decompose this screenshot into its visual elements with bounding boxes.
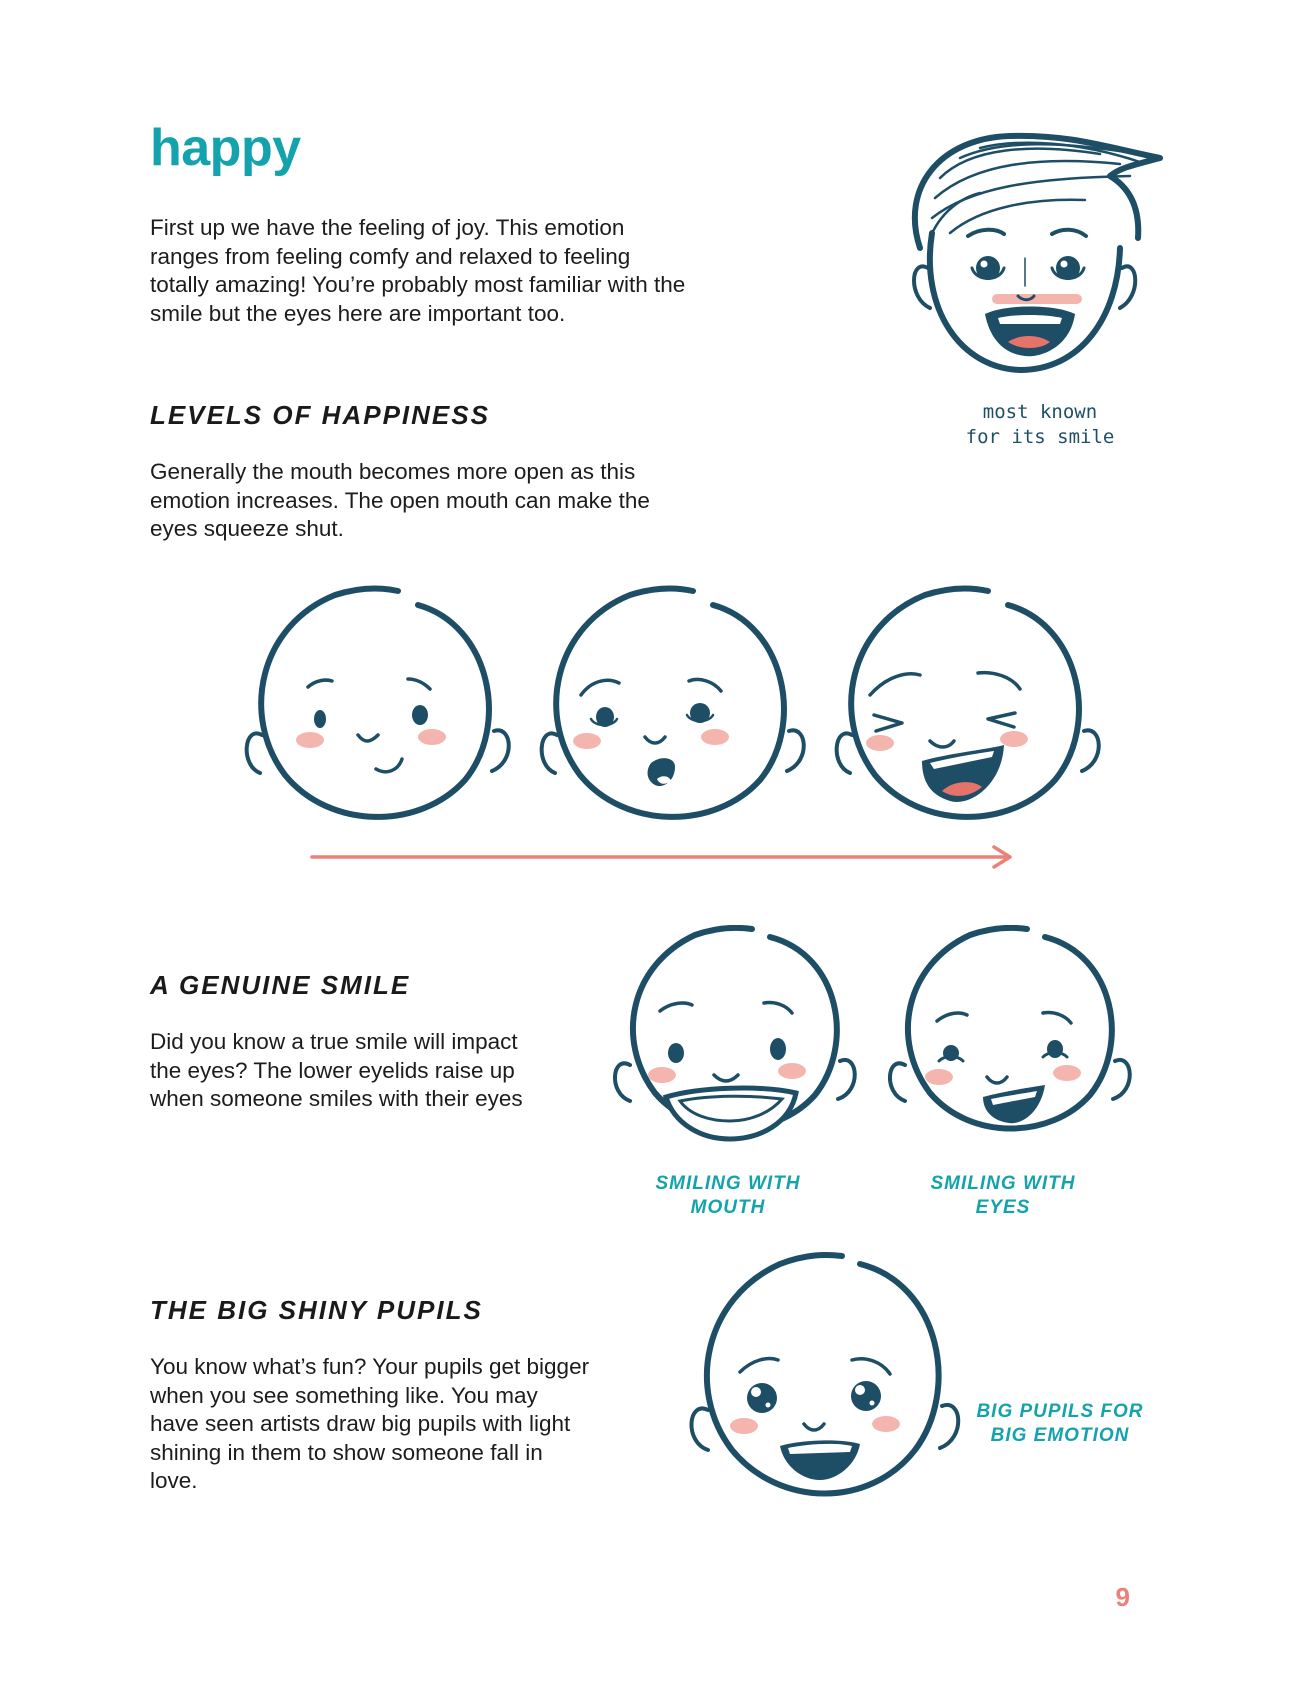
caption-smiling-with-mouth: [628, 1172, 828, 1220]
face-level-1: [247, 588, 509, 817]
boy-face-illustration: [880, 118, 1170, 388]
section-text-levels: Generally the mouth becomes more open as this emotion increases. The open mouth can make the eyes squeeze shut.: [150, 459, 650, 542]
face-level-2: [542, 588, 804, 817]
intro-paragraph: First up we have the feeling of joy. This emotion ranges from feeling comfy and relaxed to feeling totally amazing! You’re probably most familiar with the smile but the eyes here are important too.: [150, 215, 686, 326]
face-smiling-with-eyes: [875, 925, 1145, 1165]
note-line-1: most known: [982, 401, 1098, 423]
caption-eyes-line-1: SMILING WITH: [930, 1173, 1076, 1194]
section-text-genuine-smile: Did you know a true smile will impact the eyes? The lower eyelids raise up when someone smiles with their eyes: [150, 1029, 523, 1112]
caption-mouth-line-1: SMILING WITH: [655, 1173, 801, 1194]
face-smiling-with-mouth: [600, 925, 870, 1165]
section-heading-levels: LEVELS OF HAPPINESS: [150, 400, 490, 430]
face-level-3: [837, 588, 1099, 817]
page-number: 9: [1115, 1582, 1130, 1612]
caption-smiling-with-eyes: [903, 1172, 1103, 1220]
caption-pupils-line-2: BIG EMOTION: [990, 1424, 1130, 1446]
page-title: happy: [150, 119, 301, 177]
caption-mouth-line-2: MOUTH: [690, 1196, 766, 1218]
caption-pupils-line-1: BIG PUPILS FOR: [976, 1401, 1144, 1422]
note-line-2: for its smile: [965, 425, 1115, 448]
increase-arrow-icon: [310, 842, 1020, 872]
hair-strands-icon: [930, 143, 1150, 238]
section-heading-big-pupils: THE BIG SHINY PUPILS: [150, 1295, 483, 1325]
face-big-shiny-pupils: [680, 1250, 970, 1540]
caption-big-pupils: [950, 1400, 1170, 1448]
section-text-big-pupils: You know what’s fun? Your pupils get bigger when you see something like. You may have seen artists draw big pupils with light shining in them to show someone fall in love.: [150, 1354, 590, 1494]
boy-note: [940, 400, 1140, 449]
caption-eyes-line-2: EYES: [975, 1196, 1031, 1218]
section-heading-genuine-smile: A GENUINE SMILE: [150, 970, 411, 1000]
